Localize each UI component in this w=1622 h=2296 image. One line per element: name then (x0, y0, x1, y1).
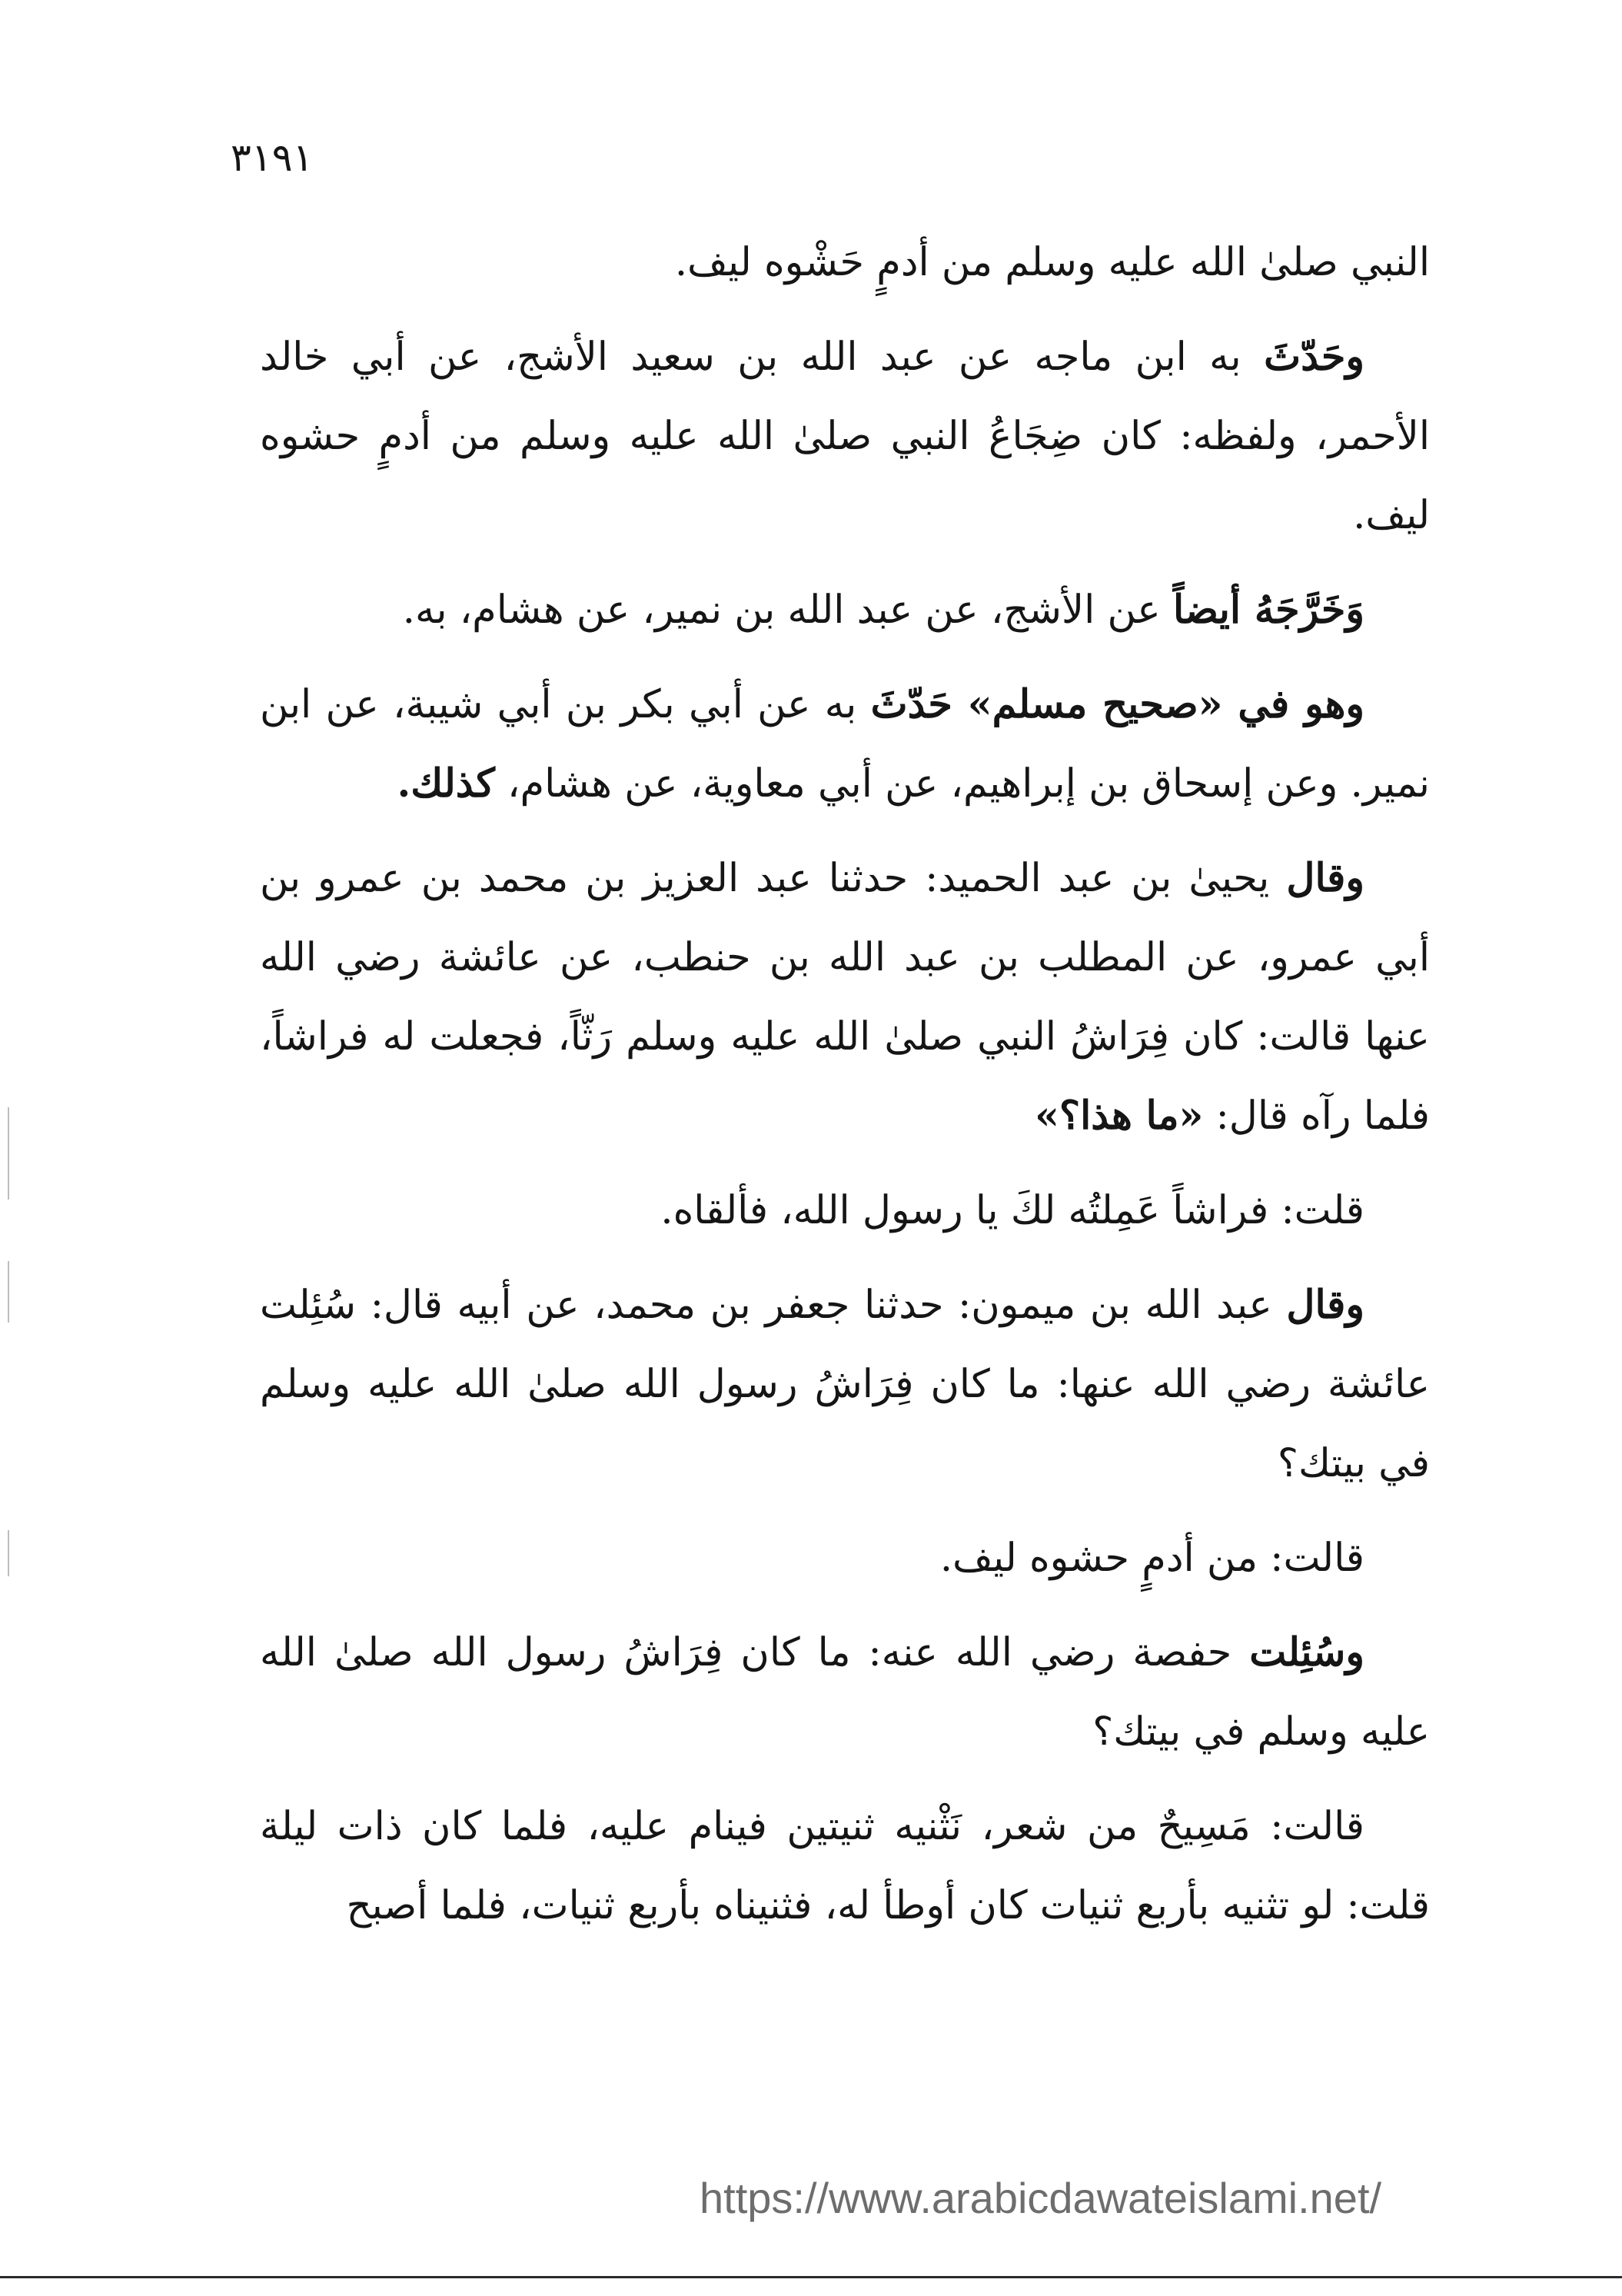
page-body-text (260, 223, 1430, 1945)
text-run: عبد الله بن ميمون: حدثنا جعفر بن محمد، عن أبيه قال: سُئِلت عائشة رضي الله عنها: ما كان فِرَاشُ رسول الله صلىٰ الله عليه وسلم في بيتك؟ (260, 1283, 1430, 1486)
bold-text-run: وقال (1286, 855, 1364, 901)
text-run: النبي صلىٰ الله عليه وسلم من أدمٍ حَشْوه ليف. (674, 240, 1430, 285)
text-run: به عن أبي بكر بن أبي شيبة، عن ابن نمير. وعن إسحاق بن إبراهيم، عن أبي معاوية، عن هشام، (260, 682, 1430, 807)
scan-margin-mark (8, 1530, 9, 1576)
paragraph (260, 839, 1430, 1156)
text-run: قلت: فراشاً عَمِلتُه لكَ يا رسول الله، فألقاه. (660, 1188, 1364, 1233)
text-run: قالت: مَسِيحٌ من شعر، نَثْنيه ثنيتين فينام عليه، فلما كان ذات ليلة قلت: لو تثنيه بأربع ثنيات كان أوطأ له، فثنيناه بأربع ثنيات، فلما أصبح (260, 1804, 1430, 1928)
paragraph (260, 318, 1430, 555)
paragraph (260, 571, 1430, 650)
bold-text-run: «ما هذا؟» (1035, 1093, 1204, 1139)
paragraph (260, 223, 1430, 302)
bottom-rule (0, 2276, 1622, 2278)
paragraph (260, 1266, 1430, 1503)
bold-text-run: وسُئِلت (1249, 1629, 1364, 1675)
bold-text-run: وهو في «صحيح مسلم» حَدّثَ (870, 681, 1364, 727)
bold-text-run: كذلك. (397, 760, 495, 807)
text-run: يحيىٰ بن عبد الحميد: حدثنا عبد العزيز بن محمد بن عمرو بن أبي عمرو، عن المطلب بن عبد الله بن حنطب، عن عائشة رضي الله عنها قالت: كان فِرَاشُ النبي صلىٰ الله عليه وسلم رَثّاً، فجعلت له فراشاً، فلما رآه قال: (260, 856, 1430, 1139)
bold-text-run: وحَدّثَ (1264, 334, 1364, 380)
bold-text-run: وقال (1286, 1282, 1364, 1328)
bold-text-run: وَخَرَّجَهُ أيضاً (1172, 587, 1364, 633)
paragraph (260, 1613, 1430, 1772)
text-run: حفصة رضي الله عنه: ما كان فِرَاشُ رسول الله صلىٰ الله عليه وسلم في بيتك؟ (260, 1630, 1430, 1755)
paragraph (260, 665, 1430, 824)
paragraph (260, 1519, 1430, 1598)
text-run: به ابن ماجه عن عبد الله بن سعيد الأشج، عن أبي خالد الأحمر، ولفظه: كان ضِجَاعُ النبي صلىٰ الله عليه وسلم من أدمٍ حشوه ليف. (260, 334, 1430, 538)
paragraph (260, 1171, 1430, 1250)
watermark-url: https://www.arabicdawateislami.net/ (700, 2174, 1382, 2222)
scan-margin-mark (8, 1107, 9, 1200)
text-run: عن الأشج، عن عبد الله بن نمير، عن هشام، به. (402, 587, 1173, 633)
scan-margin-mark (8, 1261, 9, 1323)
paragraph (260, 1787, 1430, 1945)
page-number: ٣١٩١ (231, 135, 314, 180)
text-run: قالت: من أدمٍ حشوه ليف. (939, 1536, 1364, 1581)
